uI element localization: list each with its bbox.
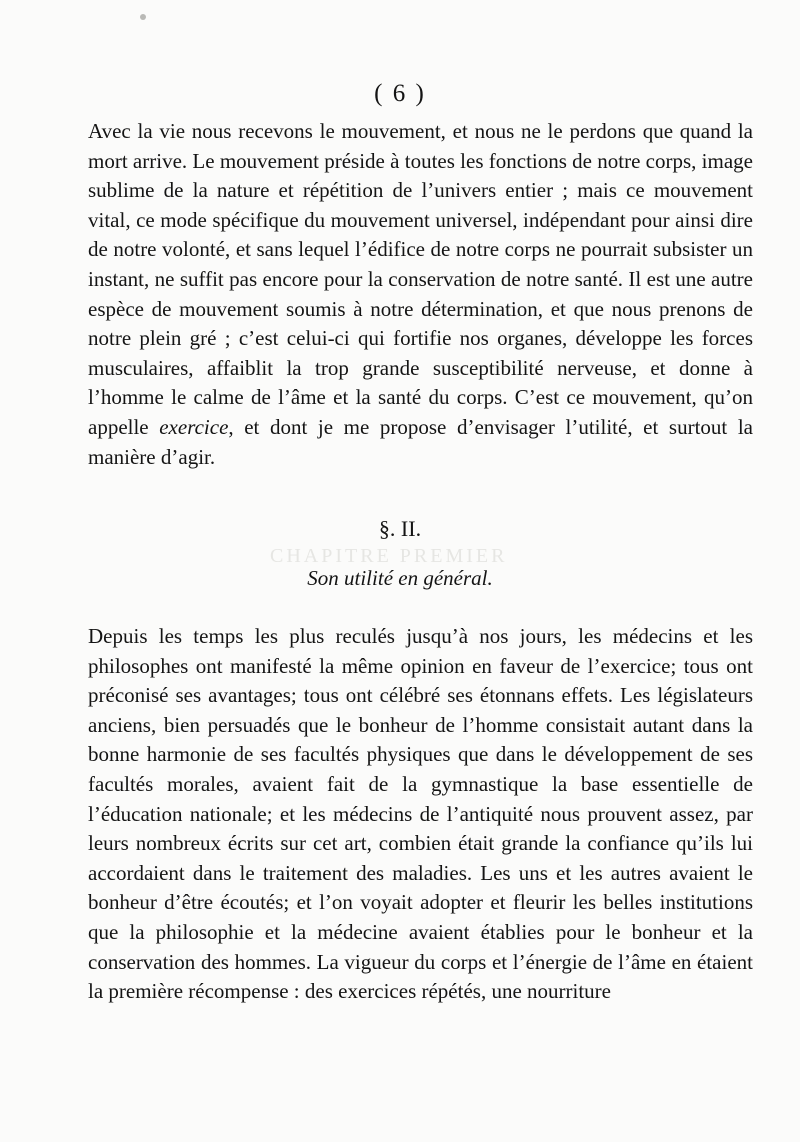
emphasis-exercice: exercice [159, 414, 229, 439]
section-subtitle: Son utilité en général. [307, 566, 493, 590]
paragraph-1-text-end: , et dont je me propose d’envisager l’utilité, et surtout la manière d’agir. [88, 414, 753, 469]
bleed-through-text: CHAPITRE PREMIER [270, 545, 508, 567]
paragraph-2: Depuis les temps les plus reculés jusqu’à nos jours, les médecins et les philosophes ont manifesté la même opinion en faveur de l’exercice; tous ont préconisé ses avantages; tous ont célébré ses étonnans effets. Les législateurs anciens, bien persuadés que le bonheur de l’homme consistait autant dans la bonne harmonie de ses facultés physiques que dans le développement de ses facultés morales, avaient fait de la gymnastique la base essentielle de l’éducation nationale; et les médecins de l’antiquité nous prouvent assez, par leurs nombreux écrits sur cet art, combien était grande la confiance qu’ils lui accordaient dans le traitement des maladies. Les uns et les autres avaient le bonheur d’être écoutés; et l’on voyait adopter et fleurir les belles institutions que la philosophie et la médecine avaient établies pour le bonheur et la conservation des hommes. La vigueur du corps et l’énergie de l’âme en étaient la première récompense : des exercices répétés, une nourriture [88, 624, 753, 1004]
ink-speck [140, 14, 146, 20]
paragraph-1 [88, 117, 753, 472]
section-heading: §. II. [378, 516, 422, 541]
page-number: ( 6 ) [374, 80, 426, 107]
paragraph-1-text: Avec la vie nous recevons le mouvement, et nous ne le perdons que quand la mort arrive. Le mouvement préside à toutes les fonctions de notre corps, image sublime de la nature et répétition de l’univers entier ; mais ce mouvement vital, ce mode spécifique du mouvement universel, indépendant pour ainsi dire de notre volonté, et sans lequel l’édifice de notre corps ne pourrait subsister un instant, ne suffit pas encore pour la conservation de notre santé. Il est une autre espèce de mouvement soumis à notre détermination, et que nous prenons de notre plein gré ; c’est celui-ci qui fortifie nos organes, développe les forces musculaires, affaiblit la trop grande susceptibilité nerveuse, et donne à l’homme le calme de l’âme et la santé du corps. C’est ce mouvement, qu’on appelle [88, 119, 753, 439]
